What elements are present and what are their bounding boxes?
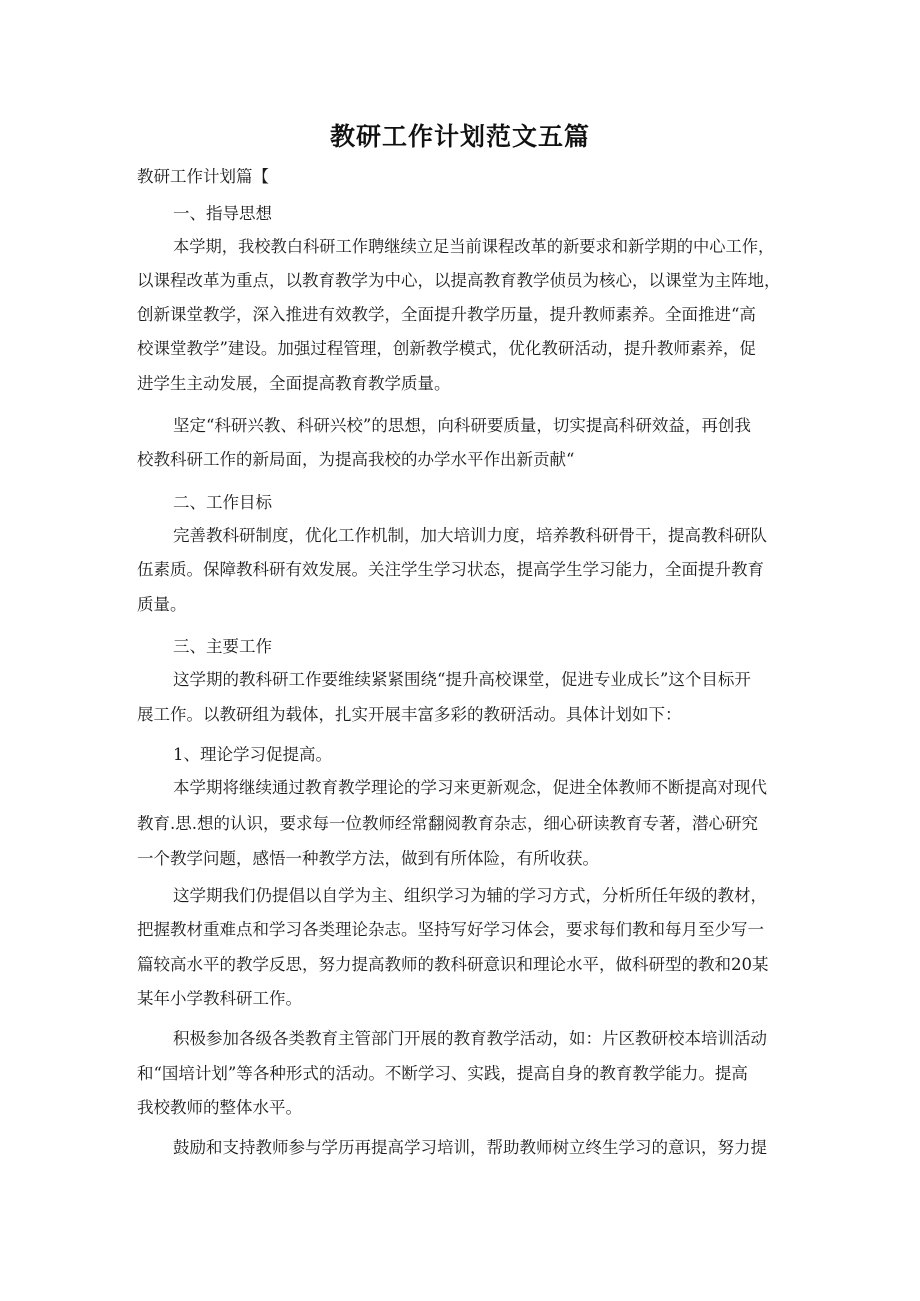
document-title: 教研工作计划范文五篇 [329,122,590,151]
text-line: 伍素质。保障教科研有效发展。关注学生学习状态，提高学生学习能力，全面提升教育 [137,560,764,579]
text-line: 创新课堂教学，深入推进有效教学，全面提升教学历量，提升教师素养。全面推进“高 [137,305,756,324]
text-line: 坚定“科研兴教、科研兴校”的思想，向科研要质量，切实提高科研效益，再创我 [173,416,751,435]
text-line: 本学期，我校教白科研工作聘继续立足当前课程改革的新要求和新学期的中心工作， [173,237,775,256]
text-line: 鼓励和支持教师参与学历再提高学习培训，帮助教师树立终生学习的意识，努力提 [173,1138,767,1157]
text-line: 进学生主动发展，全面提高教育教学质量。 [137,374,451,393]
text-line: 校课堂教学”建设。加强过程管理，创新教学模式，优化教研活动，提升教师素养，促 [137,339,756,358]
text-line: 和“国培计划”等各种形式的活动。不断学习、实践，提高自身的教育教学能力。提高 [137,1064,748,1083]
text-line: 我校教师的整体水平。 [137,1098,302,1117]
text-line: 展工作。以教研组为载体，扎实开展丰富多彩的教研活动。具体计划如下： [137,705,682,724]
document-subtitle: 教研工作计划篇【 [137,167,269,186]
section-heading: 一、指导思想 [173,204,272,223]
text-line: 某年小学教科研工作。 [137,989,302,1008]
section-heading: 三、主要工作 [173,637,272,656]
text-line: 完善教科研制度，优化工作机制，加大培训力度，培养教科研骨干，提高教科研队 [173,526,767,545]
section-heading: 1、理论学习促提高。 [173,745,332,764]
text-line: 这学期的教科研工作要维续紧紧围绕“提升高校课堂，促进专业成长”这个目标开 [173,670,751,689]
text-line: 以课程改革为重点，以教育教学为中心，以提高教育教学侦员为核心，以课堂为主阵地， [137,271,781,290]
text-line: 质量。 [137,595,187,614]
text-line: 积极参加各级各类教育主管部门开展的教育教学活动，如：片区教研校本培训活动 [173,1029,767,1048]
section-heading: 二、工作目标 [173,493,272,512]
text-line: 教育.思.想的认识，要求每一位教师经常翻阅教育杂志，细心研读教育专著，潜心研究 [137,814,758,833]
text-line: 这学期我们仍提倡以自学为主、组织学习为辅的学习方式，分析所任年级的教材， [173,886,767,905]
text-line: 校教科研工作的新局面，为提高我校的办学水平作出新贡献“ [137,450,575,469]
text-line: 本学期将继续通过教育教学理论的学习来更新观念，促进全体教师不断提高对现代 [173,778,767,797]
text-line: 篇较高水平的教学反思，努力提高教师的教科研意识和理论水平，做科研型的教和20某 [137,955,769,974]
text-line: 一个教学问题，感悟一种教学方法，做到有所体险，有所收获。 [137,849,599,868]
text-line: 把握教材重难点和学习各类理论杂志。坚持写好学习体会，要求每们教和每月至少写一 [137,920,764,939]
